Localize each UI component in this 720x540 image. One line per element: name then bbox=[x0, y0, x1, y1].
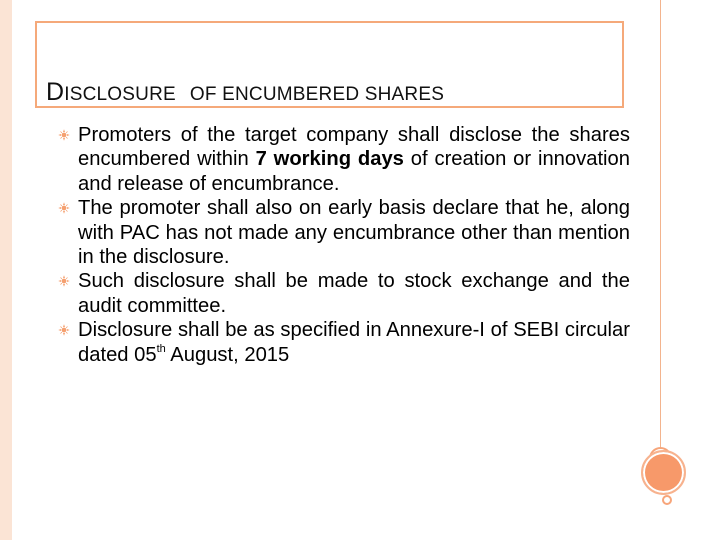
right-decorative-line bbox=[660, 0, 661, 452]
bullet-item bbox=[58, 196, 630, 269]
title-part-1: ISCLOSURE bbox=[64, 84, 176, 105]
sun-bullet-icon bbox=[58, 324, 70, 336]
bullet-4-text-before: Disclosure shall be as specified in Annexure-I of SEBI circular dated 05 bbox=[78, 319, 630, 366]
bullet-2-text: The promoter shall also on early basis declare that he, along with PAC has not made any encumbrance other than mention in the disclosure. bbox=[78, 197, 630, 269]
sun-bullet-icon bbox=[58, 202, 70, 214]
decorative-circle-tiny bbox=[662, 495, 672, 505]
sun-bullet-icon bbox=[58, 275, 70, 287]
bullet-1-text-after: of creation or innovation and release of encumbrance. bbox=[78, 148, 630, 195]
slide-title bbox=[46, 80, 444, 107]
bullet-4-text-after: August, 2015 bbox=[165, 343, 290, 366]
bullet-item bbox=[58, 123, 630, 196]
bullet-1-text-before: Promoters of the target company shall disclose the shares encumbered within bbox=[78, 124, 630, 171]
title-initial: D bbox=[46, 78, 65, 106]
left-decorative-rail bbox=[0, 0, 12, 540]
title-part-2: OF ENCUMBERED SHARES bbox=[189, 84, 445, 105]
bullet-item bbox=[58, 269, 630, 318]
bullet-3-text: Such disclosure shall be made to stock exchange and the audit committee. bbox=[78, 270, 630, 317]
bullet-list bbox=[58, 123, 630, 367]
decorative-circle-large bbox=[641, 450, 686, 495]
sun-bullet-icon bbox=[58, 129, 70, 141]
bullet-4-superscript: th bbox=[156, 342, 166, 355]
bullet-item bbox=[58, 318, 630, 367]
bullet-1-text-bold: 7 working days bbox=[255, 148, 404, 171]
